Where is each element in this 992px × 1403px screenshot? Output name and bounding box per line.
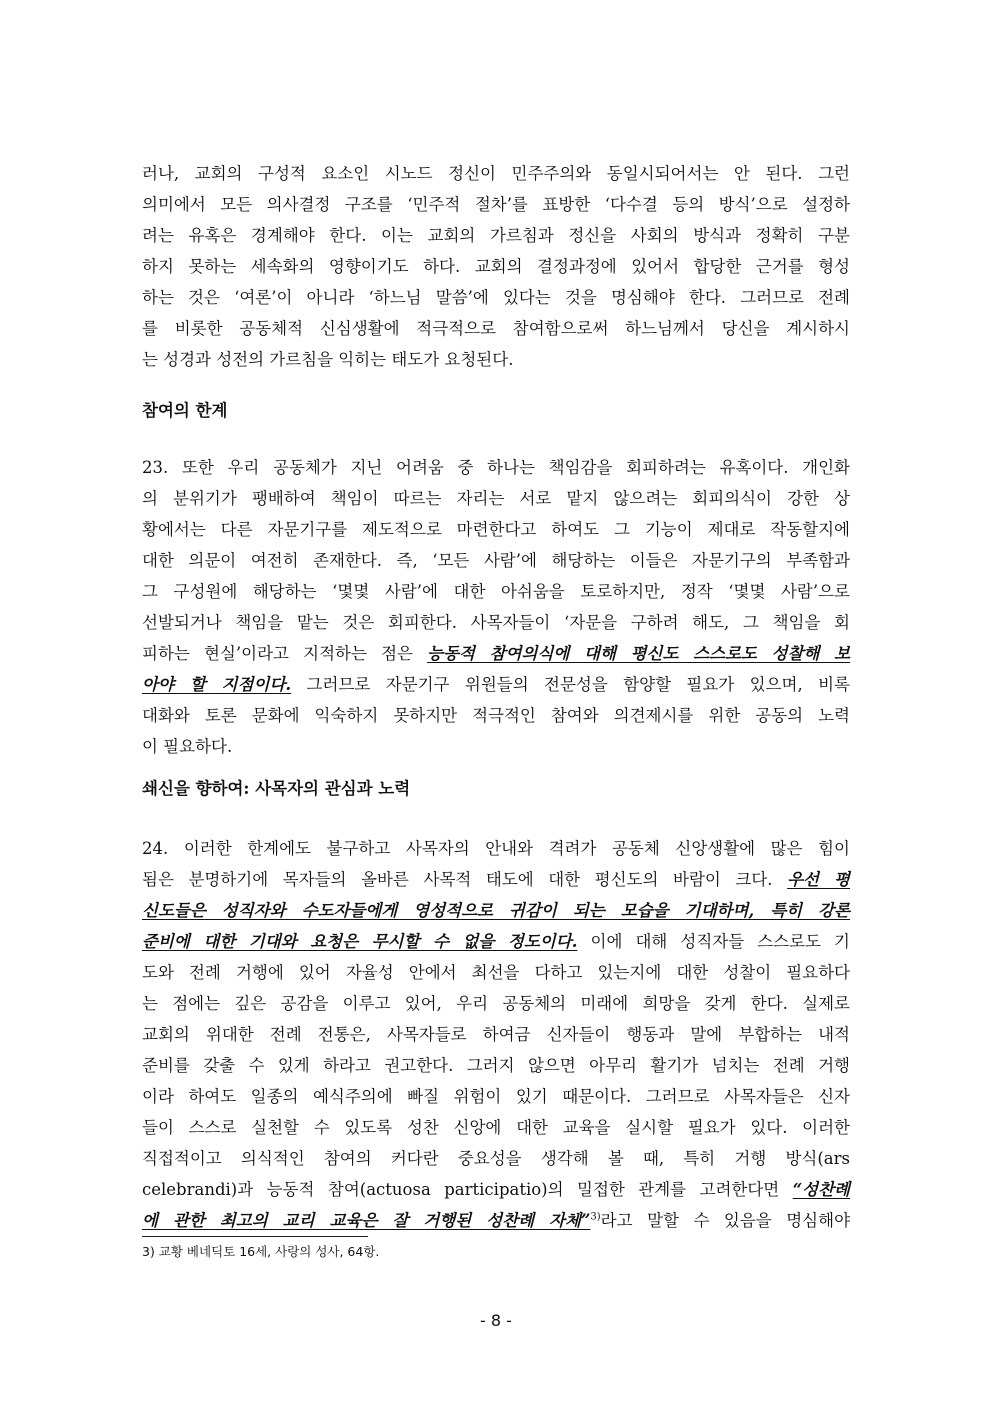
paragraph-line: 대한 의문이 여전히 존재한다. 즉, ‘모든 사람’에 해당하는 이들은 자문기구의 부족함과 [142,551,850,570]
paragraph-line: 이 필요하다. [142,737,233,756]
footnote: 3) 교황 베네딕토 16세, 사랑의 성사, 64항. [142,1244,380,1259]
paragraph-line: 하는 것은 ‘여론’이 아니라 ‘하느님 말씀’에 있다는 것을 명심해야 한다. 그러므로 전례 [142,288,850,307]
paragraph-line: 를 비롯한 공동체적 신심생활에 적극적으로 참여함으로써 하느님께서 당신을 계시하시 [142,319,850,338]
paragraph-line: 신도들은 성직자와 수도자들에게 영성적으로 귀감이 되는 모습을 기대하며, 특히 강론 [142,901,850,920]
text-span: 됨은 분명하기에 목자들의 올바른 사목적 태도에 대한 평신도의 바람이 크다. [142,870,788,889]
paragraph-line: 는 점에는 깊은 공감을 이루고 있어, 우리 공동체의 미래에 희망을 갖게 한다. 실제로 [142,994,850,1013]
text-span: 그러므로 자문기구 위원들의 전문성을 함양할 필요가 있으며, 비록 [291,675,850,694]
paragraph-line: 하지 못하는 세속화의 영향이기도 하다. 교회의 결정과정에 있어서 합당한 근거를 형성 [142,257,850,276]
paragraph-line [142,669,850,700]
emphasis-text: 우선 평 [787,870,851,889]
paragraph-line [142,1205,850,1236]
footnote-divider [142,1236,368,1237]
text-span: 라고 말할 수 있음을 명심해야 [600,1211,851,1230]
emphasis-text: 아야 할 지점이다. [142,675,292,694]
paragraph-line: 23. 또한 우리 공동체가 지닌 어려움 중 하나는 책임감을 회피하려는 유혹이다. 개인화 [142,458,850,477]
text-span: celebrandi)과 능동적 참여(actuosa participatio)의 밀접한 관계를 고려한다면 [142,1180,793,1199]
paragraph-line [142,1174,850,1205]
emphasis-text: 에 관한 최고의 교리 교육은 잘 거행된 성찬례 자체” [142,1211,591,1230]
paragraph-line: 이라 하여도 일종의 예식주의에 빠질 위험이 있기 때문이다. 그러므로 사목자들은 신자 [142,1087,850,1106]
text-span: 피하는 현실’이라고 지적하는 점은 [142,644,428,663]
section-heading-renewal: 쇄신을 향하여: 사목자의 관심과 노력 [142,779,411,798]
emphasis-text: “성찬례 [792,1180,850,1199]
footnote-reference[interactable]: 3) [590,1211,601,1223]
paragraph-line: 는 성경과 성전의 가르침을 익히는 태도가 요청된다. [142,350,514,369]
text-span: 이에 대해 성직자들 스스로도 기 [577,932,850,951]
paragraph-line: 준비를 갖출 수 있게 하라고 권고한다. 그러지 않으면 아무리 활기가 넘치는 전례 거행 [142,1056,850,1075]
paragraph-line: 도와 전례 거행에 있어 자율성 안에서 최선을 다하고 있는지에 대한 성찰이 필요하다 [142,963,850,982]
emphasis-text: 준비에 대한 기대와 요청은 무시할 수 없을 정도이다. [142,932,578,951]
paragraph-line: 의 분위기가 팽배하여 책임이 따르는 자리는 서로 맡지 않으려는 회피의식이 강한 상 [142,489,850,508]
paragraph-line: 의미에서 모든 의사결정 구조를 ‘민주적 절차’를 표방한 ‘다수결 등의 방식’으로 설정하 [142,195,850,214]
paragraph-line: 러나, 교회의 구성적 요소인 시노드 정신이 민주주의와 동일시되어서는 안 된다. 그런 [142,164,850,183]
paragraph-line: 교회의 위대한 전례 전통은, 사목자들로 하여금 신자들이 행동과 말에 부합하는 내적 [142,1025,850,1044]
page-number: - 8 - [480,1311,512,1330]
section-heading-limits: 참여의 한계 [142,401,228,420]
paragraph-line: 24. 이러한 한계에도 불구하고 사목자의 안내와 격려가 공동체 신앙생활에 많은 힘이 [142,839,850,858]
paragraph-line: 들이 스스로 실천할 수 있도록 성찬 신앙에 대한 교육을 실시할 필요가 있다. 이러한 [142,1118,850,1137]
paragraph-line [142,926,850,957]
emphasis-text: 능동적 참여의식에 대해 평신도 스스로도 성찰해 보 [427,644,851,663]
paragraph-line: 직접적이고 의식적인 참여의 커다란 중요성을 생각해 볼 때, 특히 거행 방식(ars [142,1149,850,1168]
paragraph-line: 그 구성원에 해당하는 ‘몇몇 사람’에 대한 아쉬움을 토로하지만, 정작 ‘몇몇 사람’으로 [142,582,850,601]
paragraph-line: 려는 유혹은 경계해야 한다. 이는 교회의 가르침과 정신을 사회의 방식과 정확히 구분 [142,226,850,245]
paragraph-line [142,864,850,895]
paragraph-line: 황에서는 다른 자문기구를 제도적으로 마련한다고 하여도 그 기능이 제대로 작동할지에 [142,520,850,539]
paragraph-line [142,638,850,669]
paragraph-line: 선발되거나 책임을 맡는 것은 회피한다. 사목자들이 ‘자문을 구하려 해도, 그 책임을 회 [142,613,850,632]
paragraph-line: 대화와 토론 문화에 익숙하지 못하지만 적극적인 참여와 의견제시를 위한 공동의 노력 [142,706,850,725]
